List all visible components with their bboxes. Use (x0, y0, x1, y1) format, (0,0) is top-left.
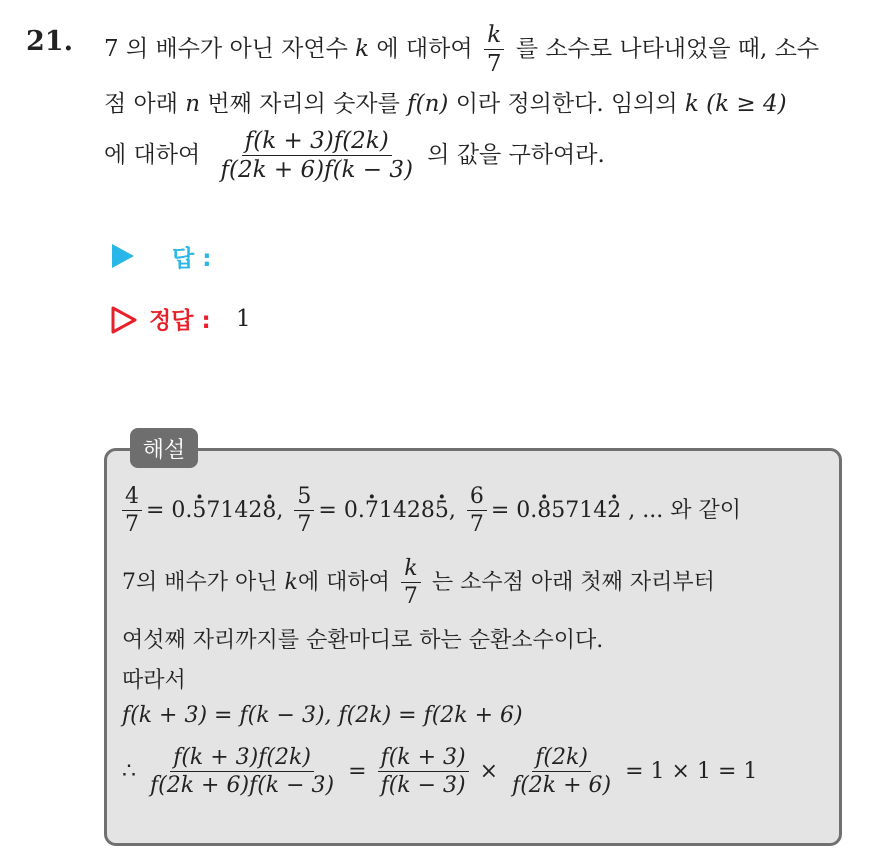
fraction-numerator: k (401, 556, 420, 583)
question-expression (218, 128, 416, 184)
decimal-digits: 1428 (378, 497, 435, 523)
solution-line-3: 여섯째 자리까지를 순환마디로 하는 순환소수이다. (122, 628, 604, 653)
decimal-prefix: = 0. (490, 497, 538, 523)
solution-fraction-2 (378, 745, 469, 799)
solution-line-4: 따라서 (122, 668, 186, 693)
fraction-5-7 (294, 484, 314, 538)
question-line-2 (104, 85, 787, 118)
fraction-numerator: f(k + 3) (378, 745, 469, 772)
question-text: 에 대하여 (376, 35, 473, 62)
solution-text: 는 소수점 아래 첫째 자리부터 (431, 569, 715, 595)
function-f-n: f(n) (407, 91, 449, 117)
expression-denominator: f(2k + 6)f(k − 3) (220, 157, 413, 184)
answer-label: 답 : (172, 246, 212, 272)
fraction-denominator: 7 (469, 512, 484, 538)
separator: , (276, 497, 284, 523)
solution-line-6 (122, 745, 757, 799)
separator: , (448, 497, 456, 523)
repeating-digit: 8 · (262, 498, 276, 523)
repeating-digit: 5 · (192, 498, 206, 523)
question-text: 의 값을 구하여라. (427, 141, 605, 168)
decimal-digits: 5714 (551, 497, 608, 523)
question-text: 를 소수로 나타내었을 때, 소수 (515, 35, 820, 62)
fraction-numerator: f(k + 3)f(2k) (170, 745, 314, 772)
fraction-numerator: 5 (294, 484, 314, 511)
solution-tag: 해설 (130, 428, 198, 468)
solution-fraction-3 (509, 745, 614, 799)
times-sign: × (479, 758, 499, 784)
question-number: 21. (26, 26, 73, 57)
condition-k-ge-4: (k ≥ 4) (706, 91, 787, 117)
fraction-numerator: k (484, 22, 504, 50)
fraction-k-over-7 (484, 22, 505, 78)
fraction-4-7 (122, 484, 142, 538)
fraction-numerator: 4 (122, 484, 142, 511)
repeating-digit: 5 · (435, 498, 449, 523)
question-line-3 (104, 128, 605, 184)
fraction-denominator: 7 (403, 584, 418, 610)
outline-triangle-icon (110, 305, 138, 335)
answer-arrow (110, 242, 136, 274)
fraction-denominator: f(k − 3) (380, 773, 466, 799)
fraction-denominator: f(2k + 6) (512, 773, 612, 799)
solution-line-1 (122, 484, 741, 538)
repeating-digit: 8 · (537, 498, 551, 523)
correct-answer-label: 정답 : (149, 308, 211, 334)
fraction-numerator: 6 (467, 484, 487, 511)
filled-triangle-icon (110, 242, 136, 270)
therefore-symbol: ∴ (122, 758, 136, 784)
expression-numerator: f(k + 3)f(2k) (242, 128, 392, 156)
solution-text: 에 대하여 (297, 569, 390, 595)
variable-k: k (684, 91, 699, 117)
fraction-numerator: f(2k) (532, 745, 591, 772)
solution-fraction-1 (147, 745, 337, 799)
question-text: 이라 정의한다. 임의의 (455, 91, 678, 117)
repeating-digit: 2 · (607, 498, 621, 523)
question-text: 에 대하여 (104, 141, 201, 168)
decimal-digits: 7142 (206, 497, 263, 523)
fraction-denominator: 7 (297, 512, 312, 538)
variable-n: n (185, 91, 201, 117)
solution-text: 7의 배수가 아닌 (122, 569, 278, 595)
fraction-6-7 (467, 484, 487, 538)
correct-arrow (110, 305, 138, 339)
variable-k: k (284, 569, 298, 595)
question-line-1 (104, 22, 819, 78)
question-text: 점 아래 (104, 91, 178, 117)
decimal-prefix: = 0. (318, 497, 365, 523)
decimal-prefix: = 0. (146, 497, 193, 523)
fraction-denominator: 7 (486, 51, 502, 78)
fraction-k-over-7 (401, 556, 421, 610)
fraction-denominator: f(2k + 6)f(k − 3) (150, 773, 335, 799)
question-text: 7 의 배수가 아닌 자연수 (104, 35, 348, 62)
repeating-digit: 7 · (365, 498, 379, 523)
solution-text: , ... 와 같이 (628, 497, 741, 523)
solution-line-5: f(k + 3) = f(k − 3), f(2k) = f(2k + 6) (122, 703, 523, 728)
correct-answer-value: 1 (236, 306, 251, 332)
question-text: 번째 자리의 숫자를 (207, 91, 400, 117)
solution-line-2 (122, 556, 715, 610)
equals-sign: = (348, 758, 367, 784)
fraction-denominator: 7 (125, 512, 139, 538)
solution-result: = 1 × 1 = 1 (625, 758, 758, 784)
variable-k: k (355, 35, 370, 62)
